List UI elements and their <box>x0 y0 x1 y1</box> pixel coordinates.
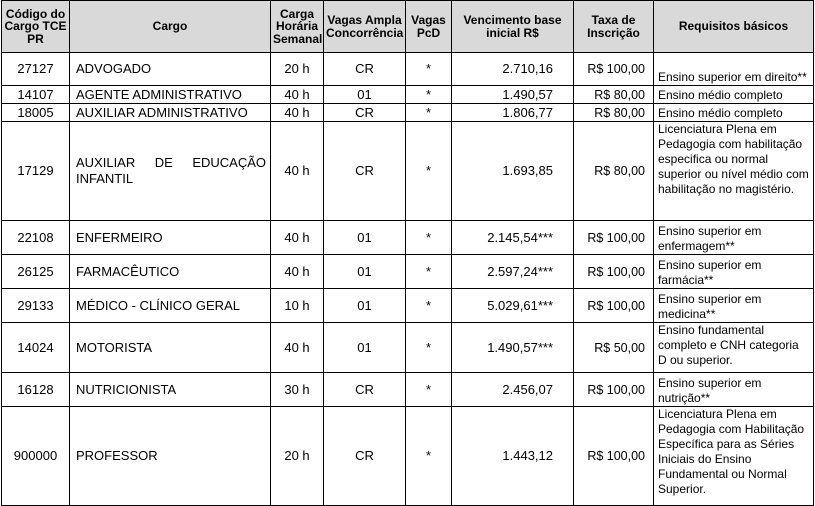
vencimento-cell: 1.443,12 <box>452 407 574 506</box>
codigo-cell: 14107 <box>2 86 70 104</box>
pcd-cell: * <box>406 373 452 407</box>
vencimento-cell: 2.597,24*** <box>452 255 574 289</box>
cargo-cell: MOTORISTA <box>70 323 271 373</box>
pcd-cell: * <box>406 323 452 373</box>
table-row <box>2 255 814 289</box>
requisitos-cell: Ensino superior em direito** <box>654 53 814 86</box>
cargos-table <box>1 0 814 506</box>
cargo-cell: NUTRICIONISTA <box>70 373 271 407</box>
header-vagas-pcd: Vagas PcD <box>406 1 452 53</box>
header-requisitos: Requisitos básicos <box>654 1 814 53</box>
pcd-cell: * <box>406 221 452 255</box>
taxa-cell: R$ 100,00 <box>574 221 654 255</box>
carga-cell: 20 h <box>271 407 324 506</box>
vencimento-cell: 2.710,16 <box>452 53 574 86</box>
codigo-cell: 18005 <box>2 104 70 122</box>
vencimento-cell: 2.456,07 <box>452 373 574 407</box>
table-row <box>2 407 814 506</box>
carga-cell: 40 h <box>271 122 324 221</box>
requisitos-cell: Ensino médio completo <box>654 86 814 104</box>
taxa-cell: R$ 80,00 <box>574 104 654 122</box>
requisitos-cell: Ensino superior em farmácia** <box>654 255 814 289</box>
cargo-cell: AUXILIAR ADMINISTRATIVO <box>70 104 271 122</box>
codigo-cell: 17129 <box>2 122 70 221</box>
table-row <box>2 53 814 86</box>
carga-cell: 40 h <box>271 255 324 289</box>
codigo-cell: 26125 <box>2 255 70 289</box>
ampla-cell: 01 <box>324 86 406 104</box>
taxa-cell: R$ 100,00 <box>574 289 654 323</box>
requisitos-cell: Licenciatura Plena em Pedagogia com Habilitação Específica para as Séries Iniciais do Ensino Fundamental ou Normal Superior. <box>654 407 814 506</box>
codigo-cell: 14024 <box>2 323 70 373</box>
cargo-cell: PROFESSOR <box>70 407 271 506</box>
codigo-cell: 16128 <box>2 373 70 407</box>
header-taxa: Taxa de Inscrição <box>574 1 654 53</box>
requisitos-cell: Ensino médio completo <box>654 104 814 122</box>
header-cargo: Cargo <box>70 1 271 53</box>
requisitos-cell: Ensino superior em enfermagem** <box>654 221 814 255</box>
header-row <box>2 1 814 53</box>
carga-cell: 40 h <box>271 221 324 255</box>
cargo-cell: FARMACÊUTICO <box>70 255 271 289</box>
codigo-cell: 22108 <box>2 221 70 255</box>
vencimento-cell: 5.029,61*** <box>452 289 574 323</box>
vencimento-cell: 1.490,57*** <box>452 323 574 373</box>
table-row <box>2 289 814 323</box>
ampla-cell: 01 <box>324 255 406 289</box>
taxa-cell: R$ 80,00 <box>574 122 654 221</box>
header-carga-horaria: Carga Horária Semanal <box>271 1 324 53</box>
requisitos-cell: Licenciatura Plena em Pedagogia com habilitação especifica ou normal superior ou nível médio com habilitação no magistério. <box>654 122 814 221</box>
codigo-cell: 900000 <box>2 407 70 506</box>
carga-cell: 20 h <box>271 53 324 86</box>
cargo-cell: AUXILIAR DE EDUCAÇÃO INFANTIL <box>70 122 271 221</box>
vencimento-cell: 1.693,85 <box>452 122 574 221</box>
vencimento-cell: 1.490,57 <box>452 86 574 104</box>
vencimento-cell: 1.806,77 <box>452 104 574 122</box>
carga-cell: 40 h <box>271 104 324 122</box>
table-row <box>2 86 814 104</box>
ampla-cell: CR <box>324 104 406 122</box>
cargo-cell: MÉDICO - CLÍNICO GERAL <box>70 289 271 323</box>
table-row <box>2 373 814 407</box>
pcd-cell: * <box>406 122 452 221</box>
carga-cell: 10 h <box>271 289 324 323</box>
header-codigo: Código do Cargo TCE PR <box>2 1 70 53</box>
pcd-cell: * <box>406 407 452 506</box>
pcd-cell: * <box>406 86 452 104</box>
ampla-cell: CR <box>324 407 406 506</box>
taxa-cell: R$ 100,00 <box>574 53 654 86</box>
table-row <box>2 323 814 373</box>
ampla-cell: CR <box>324 373 406 407</box>
ampla-cell: 01 <box>324 289 406 323</box>
taxa-cell: R$ 50,00 <box>574 323 654 373</box>
cargo-cell: ADVOGADO <box>70 53 271 86</box>
taxa-cell: R$ 80,00 <box>574 86 654 104</box>
header-vagas-ampla: Vagas Ampla Concorrência <box>324 1 406 53</box>
pcd-cell: * <box>406 289 452 323</box>
ampla-cell: CR <box>324 122 406 221</box>
requisitos-cell: Ensino superior em medicina** <box>654 289 814 323</box>
carga-cell: 40 h <box>271 86 324 104</box>
taxa-cell: R$ 100,00 <box>574 407 654 506</box>
cargo-cell: ENFERMEIRO <box>70 221 271 255</box>
pcd-cell: * <box>406 255 452 289</box>
carga-cell: 40 h <box>271 323 324 373</box>
table-row <box>2 104 814 122</box>
header-vencimento: Vencimento base inicial R$ <box>452 1 574 53</box>
pcd-cell: * <box>406 104 452 122</box>
pcd-cell: * <box>406 53 452 86</box>
ampla-cell: 01 <box>324 323 406 373</box>
codigo-cell: 27127 <box>2 53 70 86</box>
requisitos-cell: Ensino fundamental completo e CNH categoria D ou superior. <box>654 323 814 373</box>
vencimento-cell: 2.145,54*** <box>452 221 574 255</box>
taxa-cell: R$ 100,00 <box>574 255 654 289</box>
codigo-cell: 29133 <box>2 289 70 323</box>
requisitos-cell: Ensino superior em nutrição** <box>654 373 814 407</box>
cargo-cell: AGENTE ADMINISTRATIVO <box>70 86 271 104</box>
ampla-cell: 01 <box>324 221 406 255</box>
carga-cell: 30 h <box>271 373 324 407</box>
taxa-cell: R$ 100,00 <box>574 373 654 407</box>
ampla-cell: CR <box>324 53 406 86</box>
table-row <box>2 122 814 221</box>
table-row <box>2 221 814 255</box>
